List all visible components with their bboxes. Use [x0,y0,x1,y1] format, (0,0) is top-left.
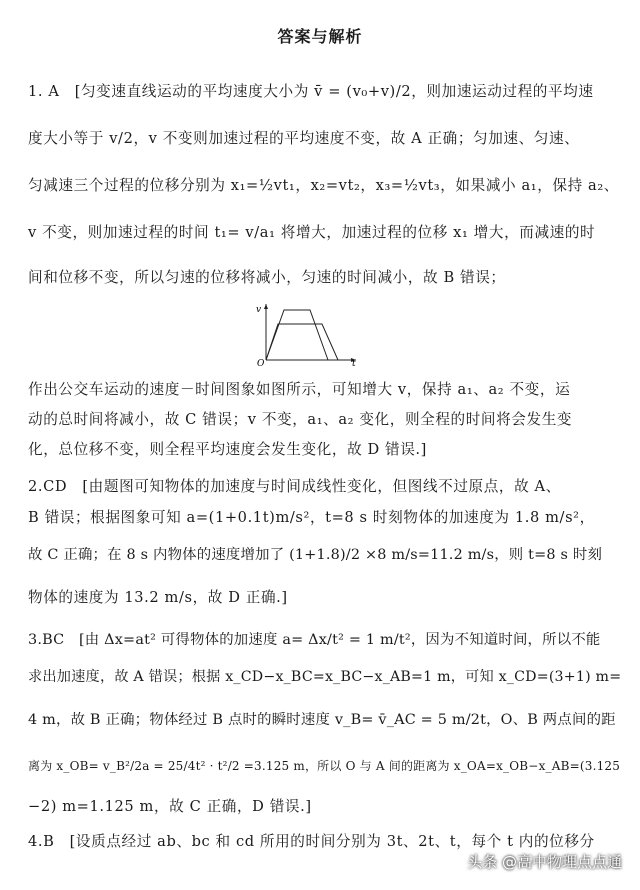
text-line-13: 3.BC [由 Δx=at² 可得物体的加速度 a= Δx/t² = 1 m/t²，因为不知道时间，所以不能 [28,632,601,648]
text-line-7: 动的总时间将减小，故 C 错误；v 不变，a₁、a₂ 变化，则全程的时间将会发生变 [28,411,573,428]
graph-curve-1 [266,310,328,360]
text-line-4: v 不变，则加速过程的时间 t₁= v/a₁ 将增大，加速过程的位移 x₁ 增大，而减速的时 [28,224,596,241]
watermark: 头条 @高中物理点点通 [467,853,622,871]
text-line-15: 4 m，故 B 正确；物体经过 B 点时的瞬时速度 v_B= v̄_AC = 5 m/2t，O、B 两点间的距 [28,712,616,728]
text-line-5: 间和位移不变，所以匀速的位移将减小，匀速的时间减小，故 B 错误； [28,269,506,286]
text-line-2: 度大小等于 v/2，v 不变则加速过程的平均速度不变，故 A 正确；匀加速、匀速、 [28,130,580,147]
page-title: 答案与解析 [277,27,363,46]
text-line-17: −2) m=1.125 m，故 C 正确，D 错误.] [28,798,312,815]
graph-y-label: v [256,305,262,315]
text-line-9: 2.CD [由题图可知物体的加速度与时间成线性变化，但图线不过原点，故 A、 [28,478,561,495]
text-line-18: 4.B [设质点经过 ab、bc 和 cd 所用的时间分别为 3t、2t、t，每个 t 内的位移分 [28,833,595,850]
velocity-time-graph [252,300,362,366]
graph-x-label: t [352,359,356,366]
text-line-6: 作出公交车运动的速度－时间图象如图所示，可知增大 v，保持 a₁、a₂ 不变，运 [28,381,571,398]
text-line-11: 故 C 正确；在 8 s 内物体的速度增加了 (1+1.8)/2 ×8 m/s=11.2 m/s，则 t=8 s 时刻 [28,547,603,563]
text-line-1: 1. A [匀变速直线运动的平均速度大小为 v̄ = (v₀+v)/2，则加速运动过程的平均速 [28,83,594,100]
text-line-12: 物体的速度为 13.2 m/s，故 D 正确.] [28,589,288,606]
text-line-16: 离为 x_OB= v_B²/2a = 25/4t² · t²/2 =3.125 m，所以 O 与 A 间的距离为 x_OA=x_OB−x_AB=(3.125 [28,759,621,773]
text-line-10: B 错误；根据图象可知 a=(1+0.1t)m/s²，t=8 s 时刻物体的加速度为 1.8 m/s²， [28,509,595,526]
graph-origin-label: O [257,359,265,366]
graph-y-arrow [264,304,268,309]
text-line-3: 匀减速三个过程的位移分别为 x₁=½vt₁，x₂=vt₂，x₃=½vt₃，如果减小 a₁，保持 a₂、 [28,177,619,194]
text-line-8: 化，总位移不变，则全程平均速度会发生变化，故 D 错误.] [28,441,427,458]
text-line-14: 求出加速度，故 A 错误；根据 x_CD−x_BC=x_BC−x_AB=1 m，可知 x_CD=(3+1) m= [28,669,622,685]
